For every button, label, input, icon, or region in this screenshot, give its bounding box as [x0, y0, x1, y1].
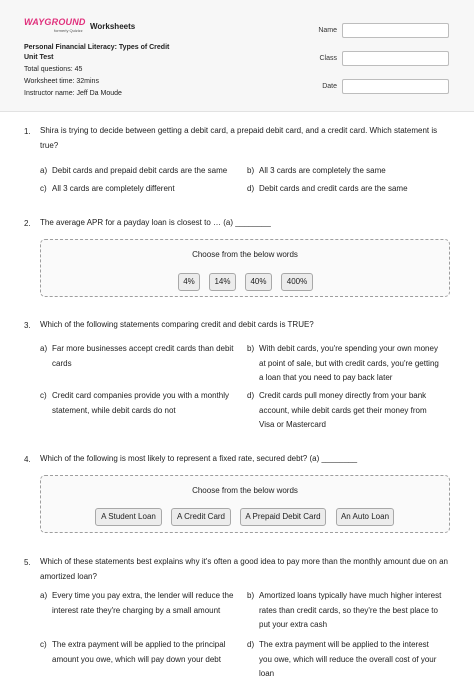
word-bank [40, 239, 450, 297]
option-text: With debit cards, you're spending your own money at point of sale, but with credit cards, you're getting a loan that you need to pay back later [259, 344, 439, 382]
option-b[interactable] [247, 164, 442, 179]
word-chip[interactable]: A Prepaid Debit Card [240, 508, 326, 526]
worksheet-time: Worksheet time: 32mins [24, 78, 99, 85]
option-c[interactable] [40, 638, 235, 667]
option-text: Credit cards pull money directly from your bank account, while debit cards get their money from Visa or Mastercard [259, 391, 427, 429]
option-letter: d) [247, 184, 255, 193]
option-letter: a) [40, 344, 48, 353]
word-bank-title: Choose from the below words [192, 486, 298, 495]
question-number: 2. [24, 219, 31, 228]
option-letter: c) [40, 640, 47, 649]
logo-wordmark: WAYGROUND [24, 17, 86, 27]
option-text: Credit card companies provide you with a monthly statement, while debit cards do not [52, 391, 229, 415]
worksheet-header [0, 0, 474, 112]
word-chip[interactable]: A Credit Card [171, 508, 231, 526]
wayground-logo [24, 17, 86, 35]
option-letter: a) [40, 591, 48, 600]
option-text: Amortized loans typically have much higher interest rates than credit cards, so they're the best place to put your extra cash [259, 591, 442, 629]
question-text: Which of the following is most likely to represent a fixed rate, secured debt? (a) ________ [40, 454, 358, 463]
option-text: All 3 cards are completely the same [259, 166, 386, 175]
word-chip[interactable]: 4% [178, 273, 200, 291]
option-c[interactable] [40, 389, 235, 418]
option-letter: c) [40, 391, 47, 400]
question-text: The average APR for a payday loan is closest to … (a) ________ [40, 218, 271, 227]
question-number: 3. [24, 321, 31, 330]
option-text: Debit cards and credit cards are the same [259, 184, 408, 193]
option-a[interactable] [40, 342, 235, 371]
option-text: The extra payment will be applied to the interest you owe, which will reduce the overall cost of your loan [259, 640, 437, 678]
logo-subtitle: formerly Quizizz [54, 28, 83, 33]
option-text: All 3 cards are completely different [52, 184, 175, 193]
word-chip[interactable]: A Student Loan [95, 508, 162, 526]
word-chip[interactable]: 40% [245, 273, 272, 291]
question-text: Which of the following statements comparing credit and debit cards is TRUE? [40, 320, 314, 329]
brand-title: Worksheets [90, 22, 136, 31]
total-questions: Total questions: 45 [24, 66, 83, 73]
option-d[interactable] [247, 182, 442, 197]
date-label: Date [322, 83, 337, 90]
option-text: The extra payment will be applied to the principal amount you owe, which will pay down your debt [52, 640, 226, 664]
class-label: Class [319, 55, 337, 62]
word-chip[interactable]: An Auto Loan [336, 508, 394, 526]
option-a[interactable] [40, 164, 235, 179]
option-letter: d) [247, 391, 255, 400]
option-text: Debit cards and prepaid debit cards are the same [52, 166, 228, 175]
question-number: 4. [24, 455, 31, 464]
option-letter: c) [40, 184, 47, 193]
question-number: 1. [24, 127, 31, 136]
option-letter: d) [247, 640, 255, 649]
option-b[interactable] [247, 589, 442, 633]
name-field[interactable] [342, 23, 449, 38]
word-bank [40, 475, 450, 533]
worksheet-title: Personal Financial Literacy: Types of Credit [24, 44, 170, 51]
name-label: Name [318, 27, 337, 34]
word-bank-title: Choose from the below words [192, 250, 298, 259]
option-letter: a) [40, 166, 48, 175]
option-d[interactable] [247, 389, 442, 433]
question-text: Shira is trying to decide between getting a debit card, a prepaid debit card, and a credit card. Which statement is true? [40, 126, 438, 150]
option-b[interactable] [247, 342, 442, 386]
option-letter: b) [247, 591, 255, 600]
option-d[interactable] [247, 638, 442, 682]
option-text: Far more businesses accept credit cards than debit cards [52, 344, 234, 368]
option-letter: b) [247, 166, 255, 175]
question-text: Which of these statements best explains why it's often a good idea to pay more than the monthly amount due on an amortized loan? [40, 557, 448, 581]
question-number: 5. [24, 558, 31, 567]
option-a[interactable] [40, 589, 235, 618]
instructor-name: Instructor name: Jeff Da Moude [24, 90, 122, 97]
word-chip[interactable]: 400% [281, 273, 313, 291]
word-chip[interactable]: 14% [209, 273, 236, 291]
date-field[interactable] [342, 79, 449, 94]
option-text: Every time you pay extra, the lender will reduce the interest rate they're charging by a small amount [52, 591, 234, 615]
worksheet-subtitle: Unit Test [24, 54, 54, 61]
option-letter: b) [247, 344, 255, 353]
option-c[interactable] [40, 182, 235, 197]
class-field[interactable] [342, 51, 449, 66]
